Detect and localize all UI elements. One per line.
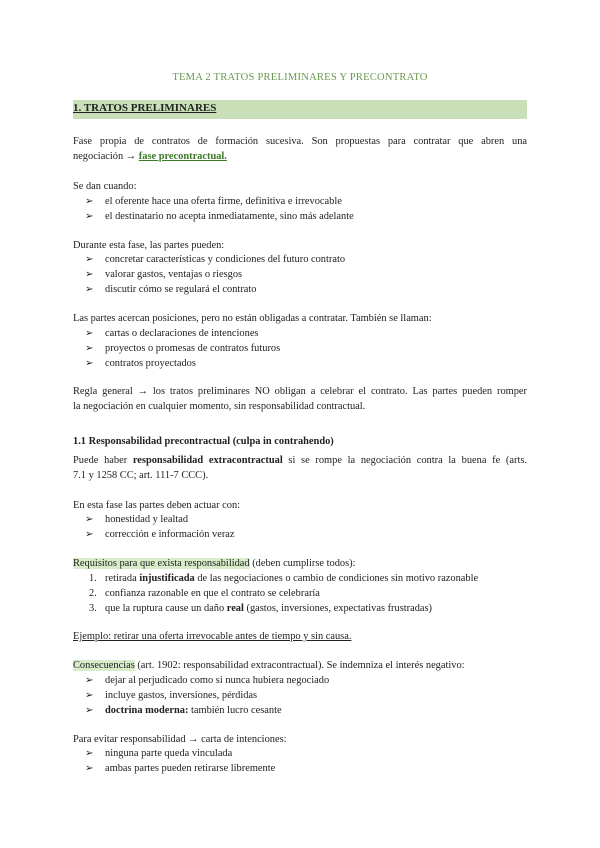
section-heading: 1. TRATOS PRELIMINARES bbox=[73, 102, 217, 114]
section-heading-bar bbox=[73, 100, 527, 119]
acercan-lead: Las partes acercan posiciones, pero no están obligadas a contratar. También se llaman: bbox=[73, 313, 432, 324]
regla-line-1: Regla general → los tratos preliminares NO obligan a celebrar el contrato. Las partes pueden romper bbox=[73, 386, 527, 397]
requisitos-lead: Requisitos para que exista responsabilidad (deben cumplirse todos): bbox=[73, 558, 356, 569]
requisitos-list bbox=[89, 571, 478, 616]
arrow-bullet-icon: ➢ bbox=[85, 690, 94, 701]
arrow-bullet-icon: ➢ bbox=[85, 675, 94, 686]
list-item: ➢ doctrina moderna: también lucro cesante bbox=[85, 705, 282, 716]
list-item: ➢ discutir cómo se regulará el contrato bbox=[85, 284, 257, 295]
arrow-bullet-icon: ➢ bbox=[85, 514, 94, 525]
highlight: Requisitos para que exista responsabilidad bbox=[73, 558, 250, 569]
bold-term: responsabilidad extracontractual bbox=[132, 455, 283, 466]
fase-precontractual-link: fase precontractual. bbox=[138, 151, 227, 162]
list-item: ➢ contratos proyectados bbox=[85, 358, 196, 369]
list-item: ➢ ninguna parte queda vinculada bbox=[85, 748, 233, 759]
arrow-bullet-icon: ➢ bbox=[85, 269, 94, 280]
regla-paragraph bbox=[73, 384, 527, 414]
list-item: ➢ el destinatario no acepta inmediatamente, sino más adelante bbox=[85, 211, 354, 222]
document-title: TEMA 2 TRATOS PRELIMINARES Y PRECONTRATO bbox=[172, 72, 428, 83]
cuando-lead: Se dan cuando: bbox=[73, 181, 137, 192]
consecuencias-list bbox=[85, 673, 329, 718]
bold-term: doctrina moderna: bbox=[105, 705, 189, 716]
list-item: ➢ corrección e información veraz bbox=[85, 529, 235, 540]
intro-line-2-prefix: negociación → bbox=[73, 151, 139, 162]
actuar-lead: En esta fase las partes deben actuar con: bbox=[73, 500, 241, 511]
arrow-bullet-icon: ➢ bbox=[85, 211, 94, 222]
acercan-list bbox=[85, 326, 280, 371]
consecuencias-lead: Consecuencias (art. 1902: responsabilidad extracontractual). Se indemniza el interés negativo: bbox=[73, 660, 465, 671]
list-item: 2. confianza razonable en que el contrato se celebraría bbox=[89, 588, 320, 599]
actuar-list bbox=[85, 512, 235, 542]
arrow-bullet-icon: ➢ bbox=[85, 358, 94, 369]
list-item: ➢ concretar características y condiciones del futuro contrato bbox=[85, 254, 346, 265]
sub11-paragraph bbox=[73, 453, 527, 483]
evitar-lead: Para evitar responsabilidad → carta de intenciones: bbox=[73, 734, 287, 745]
durante-list bbox=[85, 252, 345, 297]
highlight: Consecuencias bbox=[73, 660, 135, 671]
list-item: ➢ incluye gastos, inversiones, pérdidas bbox=[85, 690, 258, 701]
list-item: ➢ cartas o declaraciones de intenciones bbox=[85, 328, 259, 339]
arrow-bullet-icon: ➢ bbox=[85, 748, 94, 759]
list-item: 1. retirada injustificada de las negociaciones o cambio de condiciones sin motivo razonable bbox=[89, 573, 479, 584]
list-item: ➢ proyectos o promesas de contratos futuros bbox=[85, 343, 281, 354]
arrow-bullet-icon: ➢ bbox=[85, 254, 94, 265]
list-item: ➢ el oferente hace una oferta firme, definitiva e irrevocable bbox=[85, 196, 342, 207]
sub11-line-1: Puede haber responsabilidad extracontractual si se rompe la negociación contra la buena fe (arts. bbox=[73, 455, 527, 466]
arrow-bullet-icon: ➢ bbox=[85, 763, 94, 774]
arrow-bullet-icon: ➢ bbox=[85, 529, 94, 540]
evitar-list bbox=[85, 746, 275, 776]
intro-line-2 bbox=[73, 149, 527, 164]
cuando-list bbox=[85, 194, 354, 224]
arrow-bullet-icon: ➢ bbox=[85, 328, 94, 339]
durante-lead: Durante esta fase, las partes pueden: bbox=[73, 240, 225, 251]
intro-line-1: Fase propia de contratos de formación sucesiva. Son propuestas para contratar que abren una bbox=[73, 136, 527, 147]
intro-paragraph bbox=[73, 134, 527, 164]
subsection-heading: 1.1 Responsabilidad precontractual (culpa in contrahendo) bbox=[73, 436, 334, 447]
arrow-bullet-icon: ➢ bbox=[85, 343, 94, 354]
list-item: 3. que la ruptura cause un daño real (gastos, inversiones, expectativas frustradas) bbox=[89, 603, 433, 614]
list-item: ➢ valorar gastos, ventajas o riesgos bbox=[85, 269, 243, 280]
sub11-line-2: 7.1 y 1258 CC; art. 111-7 CCC). bbox=[73, 470, 209, 481]
arrow-bullet-icon: ➢ bbox=[85, 284, 94, 295]
arrow-bullet-icon: ➢ bbox=[85, 705, 94, 716]
list-item: ➢ dejar al perjudicado como si nunca hubiera negociado bbox=[85, 675, 330, 686]
arrow-bullet-icon: ➢ bbox=[85, 196, 94, 207]
regla-line-2: la negociación en cualquier momento, sin responsabilidad contractual. bbox=[73, 401, 366, 412]
list-item: ➢ ambas partes pueden retirarse libremente bbox=[85, 763, 276, 774]
list-item: ➢ honestidad y lealtad bbox=[85, 514, 189, 525]
ejemplo-line: Ejemplo: retirar una oferta irrevocable antes de tiempo y sin causa. bbox=[73, 631, 352, 642]
